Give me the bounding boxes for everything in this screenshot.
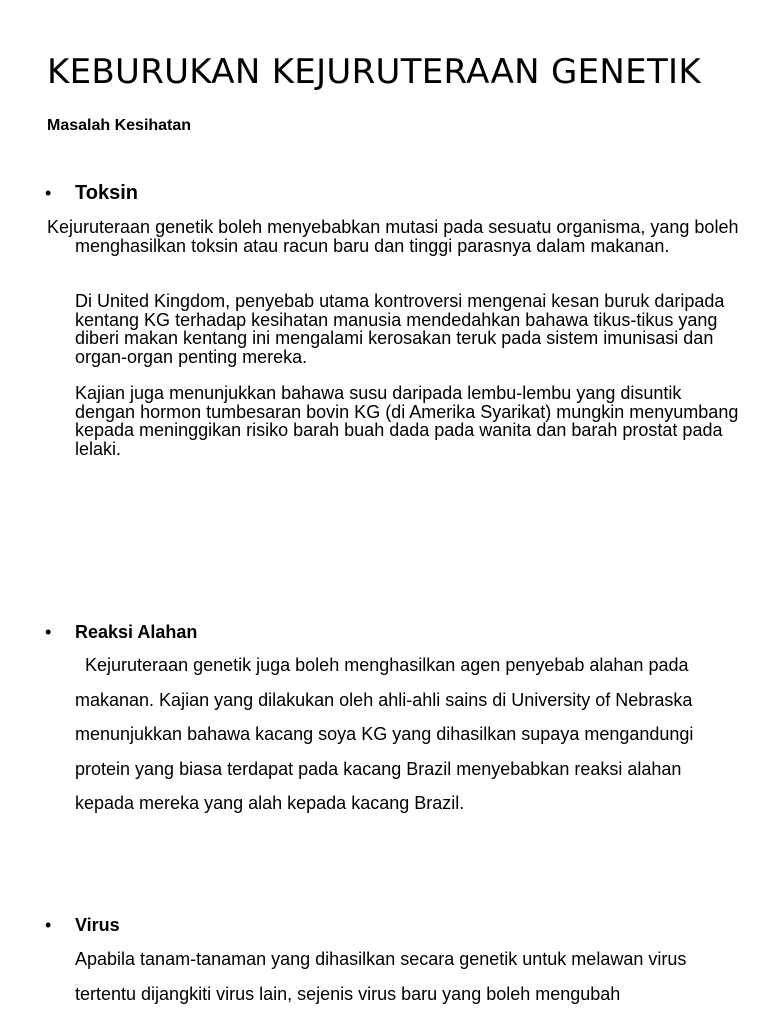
heading-virus: Virus — [75, 915, 120, 935]
heading-toksin: Toksin — [75, 182, 138, 204]
section-subtitle: Masalah Kesihatan — [47, 117, 192, 134]
reaksi-alahan-paragraph: Kejuruteraan genetik juga boleh menghasilkan agen penyebab alahan pada makanan. Kajian yang dilakukan oleh ahli-ahli sains di University of Nebraska menunjukkan bahawa kacang soya KG yang dihasilkan supaya mengandungi protein yang biasa terdapat pada kacang Brazil menyebabkan reaksi alahan kepada mereka yang alah kepada kacang Brazil. — [75, 655, 699, 814]
toksin-uk-paragraph: Di United Kingdom, penyebab utama kontroversi mengenai kesan buruk daripada kentang KG terhadap kesihatan manusia mendedahkan bahawa tikus-tikus yang diberi makan kentang ini mengalami kerosakan teruk pada sistem imunisasi dan organ-organ penting mereka. — [75, 291, 725, 367]
bullet-toksin: • — [45, 183, 52, 203]
bullet-virus: • — [45, 915, 52, 935]
page-title: KEBURUKAN KEJURUTERAAN GENETIK — [47, 52, 701, 92]
heading-reaksi-alahan: Reaksi Alahan — [75, 622, 198, 642]
bullet-reaksi-alahan: • — [45, 622, 52, 642]
virus-paragraph: Apabila tanam-tanaman yang dihasilkan secara genetik untuk melawan virus tertentu dijangkiti virus lain, sejenis virus baru yang boleh mengubah — [75, 949, 687, 1004]
toksin-susu-paragraph: Kajian juga menunjukkan bahawa susu daripada lembu-lembu yang disuntik dengan hormon tumbesaran bovin KG (di Amerika Syarikat) mungkin menyumbang kepada meninggikan risiko barah buah dada pada wanita dan barah prostat pada lelaki. — [75, 383, 739, 459]
toksin-intro-paragraph: Kejuruteraan genetik boleh menyebabkan mutasi pada sesuatu organisma, yang boleh menghasilkan toksin atau racun baru dan tinggi parasnya dalam makanan. — [47, 217, 739, 256]
